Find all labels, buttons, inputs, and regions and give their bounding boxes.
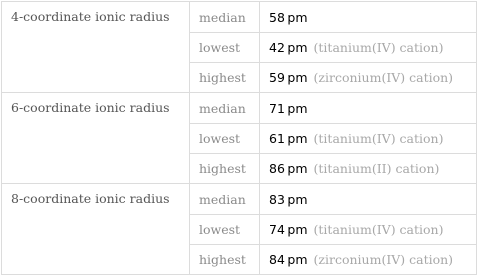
stat-label: median bbox=[190, 2, 260, 33]
table-row bbox=[2, 184, 477, 215]
value-number: 74 bbox=[269, 222, 285, 237]
stat-label: highest bbox=[190, 63, 260, 93]
stat-label: lowest bbox=[190, 33, 260, 63]
value-cell bbox=[260, 184, 477, 215]
value-note bbox=[308, 10, 314, 25]
value-number: 84 bbox=[269, 252, 285, 267]
value-note: (zirconium(IV) cation) bbox=[313, 70, 454, 85]
value-cell bbox=[260, 215, 477, 245]
table-row bbox=[2, 2, 477, 33]
value-unit: pm bbox=[287, 40, 308, 55]
value-unit: pm bbox=[287, 191, 308, 207]
value-number: 86 bbox=[269, 161, 285, 176]
value-number: 59 bbox=[269, 70, 285, 85]
value-cell bbox=[260, 245, 477, 275]
stat-label: median bbox=[190, 93, 260, 124]
group-label: 6-coordinate ionic radius bbox=[2, 93, 190, 184]
ionic-radius-table bbox=[1, 1, 477, 275]
value-unit: pm bbox=[287, 9, 308, 25]
value-cell bbox=[260, 124, 477, 154]
value-unit: pm bbox=[287, 131, 308, 146]
value-number: 58 bbox=[269, 9, 285, 25]
value-note: (titanium(IV) cation) bbox=[313, 40, 444, 55]
table-row bbox=[2, 93, 477, 124]
group-label: 8-coordinate ionic radius bbox=[2, 184, 190, 275]
value-number: 61 bbox=[269, 131, 285, 146]
value-unit: pm bbox=[287, 161, 308, 176]
stat-label: median bbox=[190, 184, 260, 215]
value-note: (titanium(IV) cation) bbox=[313, 131, 444, 146]
value-unit: pm bbox=[287, 222, 308, 237]
value-cell bbox=[260, 93, 477, 124]
stat-label: highest bbox=[190, 154, 260, 184]
value-cell bbox=[260, 63, 477, 93]
stat-label: lowest bbox=[190, 215, 260, 245]
value-unit: pm bbox=[287, 100, 308, 116]
value-note: (titanium(IV) cation) bbox=[313, 222, 444, 237]
value-note bbox=[308, 192, 314, 207]
value-number: 71 bbox=[269, 100, 285, 116]
value-unit: pm bbox=[287, 70, 308, 85]
value-note bbox=[308, 101, 314, 116]
stat-label: highest bbox=[190, 245, 260, 275]
stat-label: lowest bbox=[190, 124, 260, 154]
value-cell bbox=[260, 2, 477, 33]
value-number: 83 bbox=[269, 191, 285, 207]
value-unit: pm bbox=[287, 252, 308, 267]
value-cell bbox=[260, 33, 477, 63]
value-note: (titanium(II) cation) bbox=[313, 161, 440, 176]
value-number: 42 bbox=[269, 40, 285, 55]
value-cell bbox=[260, 154, 477, 184]
group-label: 4-coordinate ionic radius bbox=[2, 2, 190, 93]
value-note: (zirconium(IV) cation) bbox=[313, 252, 454, 267]
